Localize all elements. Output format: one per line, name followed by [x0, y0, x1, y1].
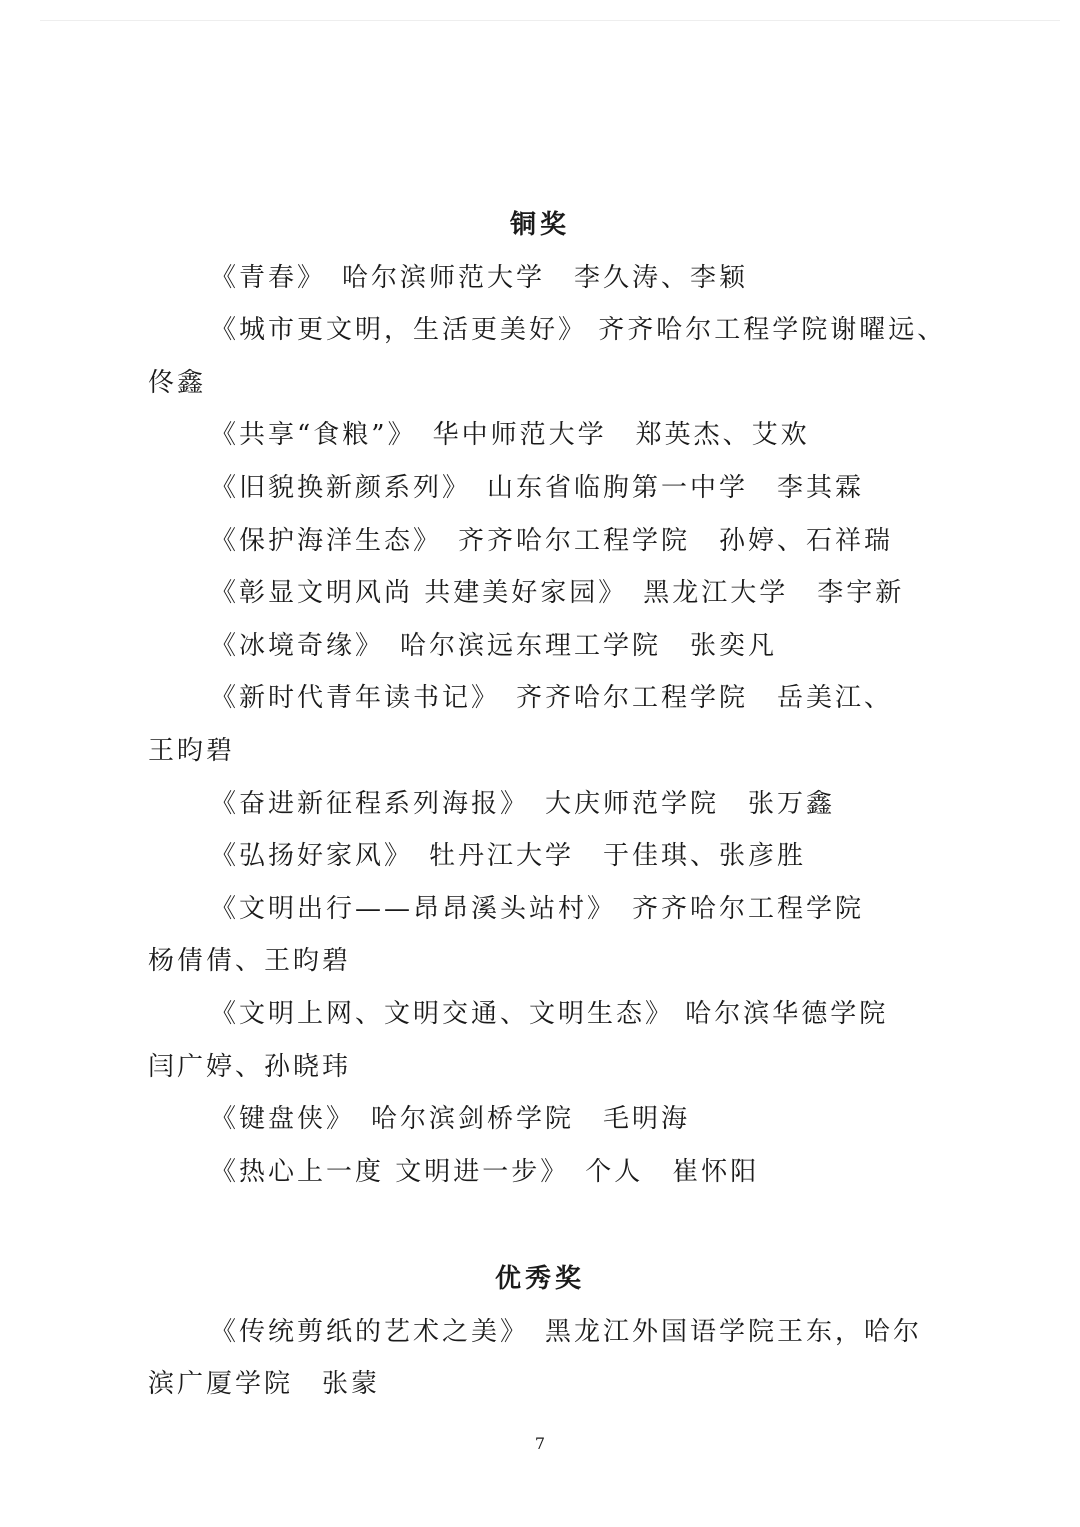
- award-entry: 《弘扬好家风》 牡丹江大学 于佳琪、张彦胜: [210, 841, 807, 872]
- award-entry-continuation: 杨倩倩、王昀碧: [148, 946, 352, 977]
- award-entry: 《传统剪纸的艺术之美》 黑龙江外国语学院王东，哈尔: [210, 1316, 923, 1347]
- award-entry: 《文明上网、文明交通、文明生态》 哈尔滨华德学院: [210, 999, 889, 1029]
- section-title: 优秀奖: [494, 1264, 585, 1294]
- award-entry-continuation: 滨广厦学院 张蒙: [148, 1369, 381, 1400]
- award-entry: 《保护海洋生态》 齐齐哈尔工程学院 孙婷、石祥瑞: [210, 525, 894, 556]
- scan-edge-line: [40, 20, 1060, 21]
- award-entry: 《热心上一度 文明进一步》 个人 崔怀阳: [210, 1156, 760, 1187]
- award-entry: 《青春》 哈尔滨师范大学 李久涛、李颖: [210, 262, 749, 293]
- award-entry-continuation: 闫广婷、孙晓玮: [148, 1051, 352, 1082]
- award-entry-continuation: 佟鑫: [148, 367, 207, 398]
- award-entry: 《冰境奇缘》 哈尔滨远东理工学院 张奕凡: [210, 630, 778, 661]
- award-entry: 《键盘侠》 哈尔滨剑桥学院 毛明海: [210, 1104, 691, 1135]
- award-entry: 《奋进新征程系列海报》 大庆师范学院 张万鑫: [210, 788, 836, 819]
- award-entry: 《彰显文明风尚 共建美好家园》 黑龙江大学 李宇新: [210, 578, 905, 609]
- page-number: 7: [534, 1434, 546, 1453]
- award-entry: 《旧貌换新颜系列》 山东省临朐第一中学 李其霖: [210, 473, 865, 503]
- award-entry-continuation: 王昀碧: [148, 736, 236, 766]
- section-title: 铜奖: [509, 210, 570, 240]
- award-entry: 《新时代青年读书记》 齐齐哈尔工程学院 岳美江、: [210, 683, 894, 714]
- award-entry: 《共享“食粮”》 华中师范大学 郑英杰、艾欢: [210, 420, 810, 451]
- award-entry: 《文明出行——昂昂溪头站村》 齐齐哈尔工程学院: [210, 893, 865, 924]
- award-entry: 《城市更文明，生活更美好》 齐齐哈尔工程学院谢曜远、: [210, 315, 947, 346]
